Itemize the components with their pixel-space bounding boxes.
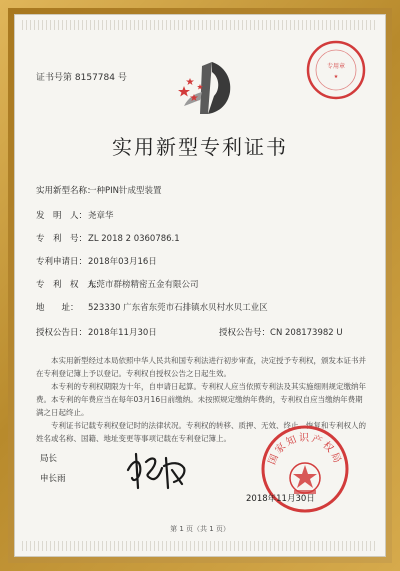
director-name: 申长雨 [40,474,66,484]
inventor-field: 发 明 人：尧章华 [36,211,114,221]
page-number: 第 1 页（共 1 页） [170,525,230,533]
top-border-pattern [22,20,378,30]
svg-text:专用章: 专用章 [326,63,346,70]
director-signature [122,444,192,494]
body-paragraph: 专利证书记载专利权登记时的法律状况。专利权的转移、质押、无效、终止、恢复和专利权人的姓名或名称、国籍、地址变更等事项记载在专利登记簿上。 [36,421,366,443]
certificate-title: 实用新型专利证书 [112,135,288,159]
patent-number-field: 专 利 号：ZL 2018 2 0360786.1 [36,234,180,244]
svg-text:国家知识产权局: 国家知识产权局 [266,433,344,467]
body-paragraph: 本专利的专利权期限为十年，自申请日起算。专利权人应当依照专利法及其实施细则规定缴纳年费。本专利的年费应当在每年03月16日前缴纳。未按照规定缴纳年费的，专利权自应当缴纳年费期满之日起终止。 [36,382,366,417]
svg-text:★: ★ [333,74,339,80]
seal-date: 2018年11月30日 [246,494,315,504]
certificate-number: 证书号第 8157784 号 [36,73,127,83]
body-paragraph: 本实用新型经过本局依照中华人民共和国专利法进行初步审查，决定授予专利权，颁发本证书并在专利登记簿上予以登记。专利权自授权公告之日起生效。 [36,356,366,378]
address-field: 地 址： 523330 广东省东莞市石排镇水贝村水贝工业区 [36,303,268,313]
bottom-border-pattern [22,541,378,551]
grant-date-field: 授权公告日：2018年11月30日 [36,328,157,338]
agency-seal-icon [304,38,368,102]
utility-model-name-field: 实用新型名称：一种PIN针成型装置 [36,186,162,196]
director-title: 局长 [40,454,58,464]
filing-date-field: 专利申请日：2018年03月16日 [36,257,157,267]
patent-office-emblem-icon [172,56,242,120]
certificate-paper [14,14,386,557]
patentee-field: 专 利 权 人：东莞市群榜精密五金有限公司 [36,280,199,290]
publication-number-field: 授权公告号：CN 208173982 U [219,328,343,338]
